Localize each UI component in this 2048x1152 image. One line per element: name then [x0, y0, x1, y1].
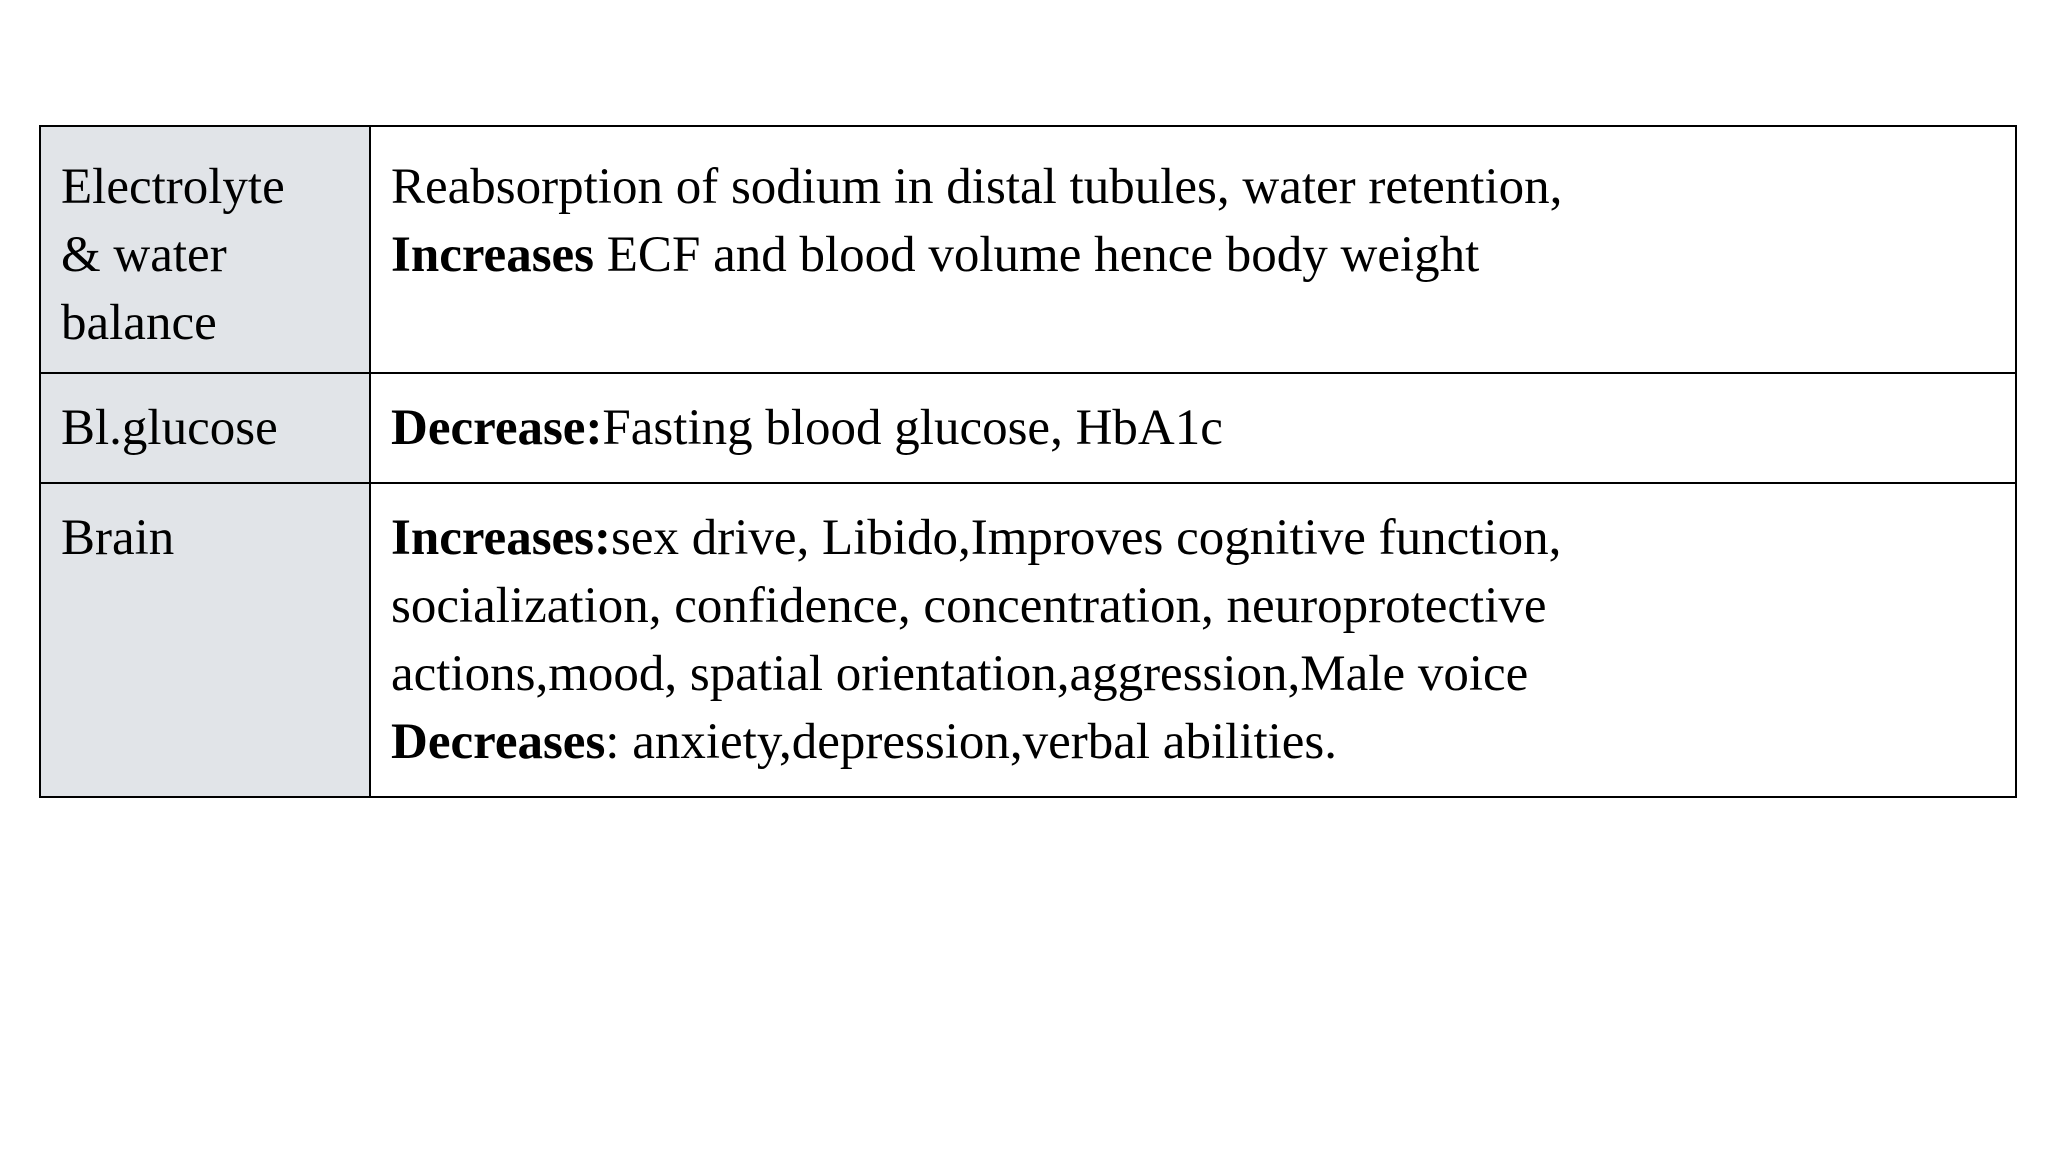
description-text: socialization, confidence, concentration, neuroprotective: [391, 578, 1547, 634]
bold-keyword: Increases:: [391, 510, 612, 566]
description-line: [391, 640, 1995, 708]
description-line: [391, 394, 1995, 462]
row-description-cell: [370, 483, 2016, 797]
table-row-brain: [40, 483, 2016, 797]
description-text: Fasting blood glucose, HbA1c: [602, 400, 1223, 456]
description-text: : anxiety,depression,verbal abilities.: [605, 714, 1338, 770]
description-text: ECF and blood volume hence body weight: [594, 227, 1480, 283]
description-line: [391, 708, 1995, 776]
bold-keyword: Decrease:: [391, 400, 603, 456]
description-line: [391, 572, 1995, 640]
row-label-cell: [40, 126, 370, 373]
effects-table: [39, 125, 2017, 798]
row-label-line: Brain: [61, 510, 175, 566]
description-text: Reabsorption of sodium in distal tubules, water retention,: [391, 159, 1563, 215]
row-description-cell: [370, 373, 2016, 483]
description-text: actions,mood, spatial orientation,aggression,Male voice: [391, 646, 1529, 702]
row-label-cell: [40, 373, 370, 483]
table-row-blood-glucose: [40, 373, 2016, 483]
row-description-cell: [370, 126, 2016, 373]
description-line: [391, 221, 1995, 289]
table-row-electrolyte-water-balance: [40, 126, 2016, 373]
description-line: [391, 504, 1995, 572]
description-text: sex drive, Libido,Improves cognitive function,: [611, 510, 1562, 566]
row-label-line: & water: [61, 227, 227, 283]
description-line: [391, 153, 1995, 221]
row-label-line: Bl.glucose: [61, 400, 278, 456]
bold-keyword: Increases: [391, 227, 595, 283]
row-label-cell: [40, 483, 370, 797]
row-label-line: Electrolyte: [61, 159, 285, 215]
bold-keyword: Decreases: [391, 714, 606, 770]
row-label-line: balance: [61, 295, 217, 351]
